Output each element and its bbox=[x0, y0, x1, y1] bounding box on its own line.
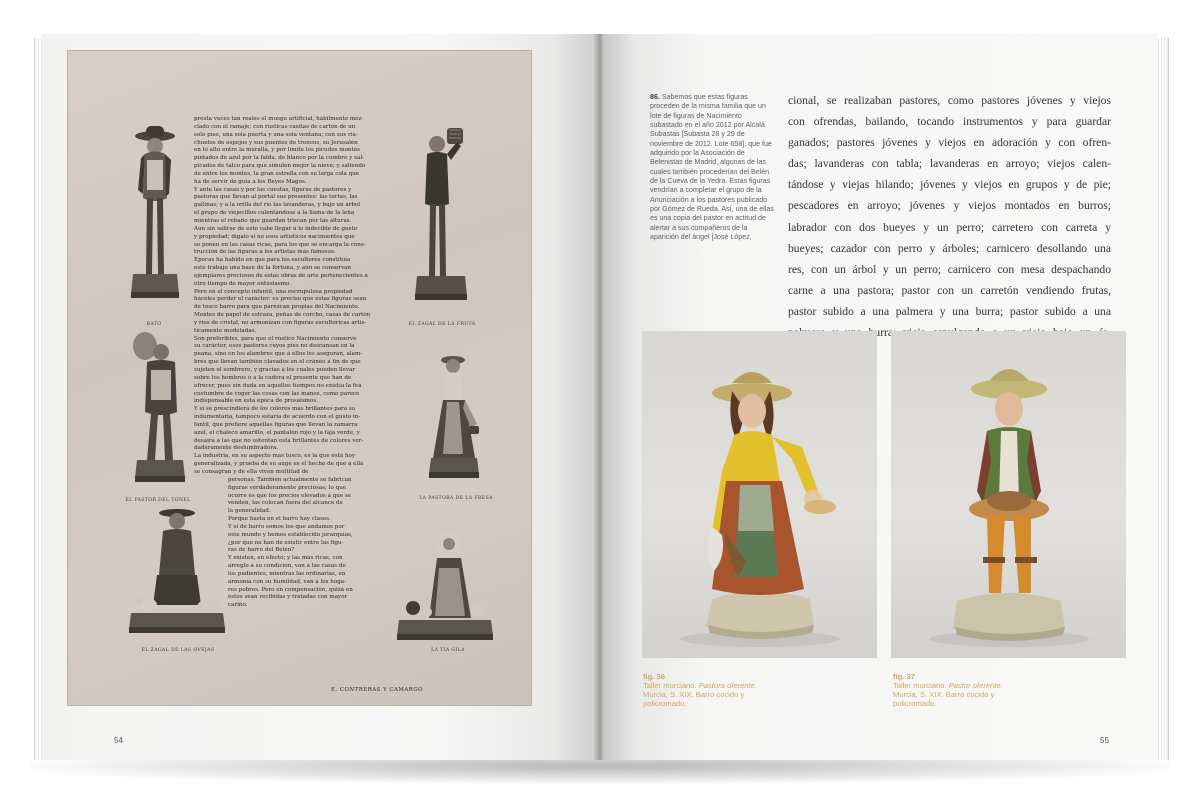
article-line: los pudientes, mientras las ordinarias, en bbox=[228, 570, 346, 577]
footnote-number: 86. bbox=[650, 93, 660, 101]
body-line: burra; bbox=[868, 326, 897, 340]
article-line: trucción de las figuras á los artistas más famosos. bbox=[194, 249, 336, 256]
article-line: se ponen en las casas ricas, para los que se encarga la cons- bbox=[194, 241, 366, 248]
article-line: ha de servir de guía á los Reyes Magos. bbox=[194, 178, 307, 185]
figure-37-title-line bbox=[893, 681, 1043, 690]
article-line: y propiedad; dígalo si no esos artísticos nacimientos que bbox=[194, 233, 355, 240]
article-line: presta veces tan reales el musgo artificial, hábilmente mez- bbox=[194, 116, 364, 122]
figure-36-detail-line: Murcia, S. XIX. Barro cocido y bbox=[643, 690, 745, 700]
figure-caption: LA TÍA GILA bbox=[431, 648, 465, 653]
body-line: tándose y viejas hilando; jóvenes y viejos en grupos y de pie; bbox=[788, 178, 1111, 192]
photo-pastor-oferente bbox=[891, 331, 1126, 658]
figure-caption: EL ZAGAL DE LA FRUTA bbox=[408, 322, 476, 327]
figure-37-detail-line: policromado. bbox=[893, 699, 937, 709]
body-line: das; lavanderas con tabla; lavanderas en arroyo; viejos calen- bbox=[788, 157, 1111, 171]
article-signature: E. CONTRERAS Y CAMARGO bbox=[331, 687, 424, 693]
article-line: ofrecer, pues sin duda en aquellos tiempos no existía la fea bbox=[194, 382, 362, 389]
figure-37-caption bbox=[893, 672, 1043, 708]
article-line: La industria, en su aspecto más tosco, es la que está hoy bbox=[194, 453, 356, 460]
article-line: venden, las colocan fuera del alcance de bbox=[228, 500, 343, 507]
article-line: indispensable en esta época de prosaísmos. bbox=[194, 398, 319, 405]
article-line: ¿por qué no han de existir entre las figu- bbox=[228, 539, 344, 546]
figure-caption: BATO bbox=[146, 322, 162, 327]
article-line: en lo alto entre la muralla, y por límite los picudos montes bbox=[194, 147, 360, 154]
page-number-right: 55 bbox=[1100, 736, 1109, 745]
article-line: Aun sin salirse de esto cabe llegar á lo indecible de gusto bbox=[194, 225, 358, 232]
figure-37-workshop: Taller murciano. bbox=[893, 681, 949, 691]
article-line: Y existen, en efecto; y las más ricas, con bbox=[228, 555, 343, 562]
article-line: Épocas ha habido en que para los escultores constituía bbox=[194, 257, 351, 264]
body-line: res, con un árbol y un perro; carnicero con mesa despachando bbox=[788, 262, 1111, 276]
article-line: Porque hasta en el barro hay clases. bbox=[228, 516, 331, 523]
historic-article-text bbox=[194, 116, 483, 610]
figure-36-label: fig. 36 bbox=[643, 672, 665, 681]
article-line: armonía con su humildad, van á los hoga- bbox=[228, 578, 347, 585]
article-line: la generalidad. bbox=[228, 508, 271, 515]
body-line: labrador con dos bueyes y un perro; carretero con carreta y bbox=[788, 220, 1111, 234]
article-line: de tosco barro para que parezcan propias del Nacimiento. bbox=[194, 304, 360, 311]
figure-36-title-line bbox=[643, 681, 793, 690]
article-line: chuelos de espejos y sus puentes de troncos, su Jerusalén bbox=[194, 139, 358, 146]
article-line: sujeten el sombrero, y gracias á los cuales pueden llevar bbox=[194, 367, 356, 373]
figure-caption: EL PASTOR DEL TONEL bbox=[125, 498, 191, 503]
article-line: de entre los montes, la gran estrella con su larga cola que bbox=[194, 170, 360, 177]
article-line: ticamente modeladas. bbox=[194, 327, 257, 334]
body-line: pastor subido a una palmera y una burra; pastor subido a una bbox=[788, 304, 1111, 318]
article-line: se consagran y de ella viven multitud de bbox=[194, 468, 309, 475]
article-line: háceles perder el carácter; es preciso que estas figuras sean bbox=[194, 296, 367, 303]
figure-37-detail-line: Murcia, S. XIX. Barro cocido y bbox=[893, 690, 995, 700]
article-line: cariño. bbox=[228, 602, 248, 609]
body-line: cional, se realizaban pastores, como pastores jóvenes y viejos bbox=[788, 94, 1111, 107]
article-line: Y si de barro somos los que andamos por bbox=[228, 523, 345, 530]
figure-36-workshop: Taller murciano. bbox=[643, 681, 699, 691]
article-line: Son preferibles, para que el rústico Nacimiento conserve bbox=[194, 335, 357, 342]
article-line: Y ante las casas y por las cuestas, figuras de pastores y bbox=[194, 186, 352, 193]
article-line: ras de barro del Belén? bbox=[228, 547, 295, 554]
article-line: gallinas; y á la orilla del río las lavanderas, y bajo un árbol bbox=[194, 202, 361, 209]
figure-37-title: Pastor oferente. bbox=[948, 681, 1003, 691]
article-line: generalizada, y prueba de su auge es el hecho de que á ella bbox=[194, 461, 364, 468]
article-line: costumbre de coger las cosas con las manos, como parece bbox=[194, 390, 360, 397]
article-line: mientras el rebaño que guardan triscan por las alturas. bbox=[194, 217, 352, 224]
body-line: carne a una pastora; pastor con un carretón vendiendo frutas, bbox=[788, 283, 1111, 297]
article-line: indumentaria, tampoco estaría de acuerdo con el gusto in- bbox=[194, 414, 361, 421]
article-line: picados de talco para que simulen mejor la nieve; y saliendo bbox=[194, 163, 366, 170]
figure-caption: EL ZAGAL DE LAS OVEJAS bbox=[141, 648, 215, 653]
article-line: pastoras que llevan al portal sus presentes: las tortas, las bbox=[194, 194, 358, 201]
body-line: bueyes; cazador con perro y árboles; carnicero desollando una bbox=[788, 241, 1111, 255]
article-line: daderamente deslumbradora. bbox=[194, 445, 279, 452]
article-line: pintados de azul por la falda, de blanco por la cumbre y sal- bbox=[194, 155, 365, 162]
article-line: personas. También actualmente se fabrican bbox=[228, 476, 352, 483]
article-line: azul, el chaleco amarillo, el pantalón rojo y la faja verde, y bbox=[194, 429, 360, 436]
article-line: y ríos de cristal, no armonizan con figuras escultóricas artís- bbox=[194, 319, 367, 326]
body-line: ganados; pastores jóvenes y viejos en adoración y con ofren- bbox=[788, 136, 1111, 150]
body-line: con ofrendas, bailando, tocando instrumentos y para guardar bbox=[788, 115, 1111, 129]
figure-caption: LA PASTORA DE LA FRESA bbox=[419, 496, 493, 501]
figure-pastor-tonel-image bbox=[125, 332, 191, 492]
figure-37-label: fig. 37 bbox=[893, 672, 915, 681]
figure-36-caption bbox=[643, 672, 793, 708]
figure-bato-image bbox=[129, 124, 181, 314]
article-line: este trabajo una base de la fortuna, y aún se conservan bbox=[194, 265, 352, 272]
historic-magazine-scan bbox=[67, 50, 532, 706]
article-line: res pobres. Pero en compensación, quizá en bbox=[228, 586, 353, 593]
article-line: fantil, que prefiere aquellas figuras que llevan la zamarra bbox=[194, 421, 358, 428]
article-line: Y si se prescindiera de los colores más brillantes para su bbox=[194, 406, 356, 413]
body-line: pescadores en arroyo; jóvenes y viejos montados en burros; bbox=[788, 199, 1111, 213]
article-line: ejemplares preciosos de estas obras de arte pertenecientes á bbox=[194, 272, 368, 279]
figure-36-title: Pastora oferente. bbox=[698, 681, 757, 691]
article-line: peana, sino en los alambres que á ellos les aseguran, alam- bbox=[194, 351, 363, 358]
article-line: sobre los hombros ó á la cadera el presente que han de bbox=[194, 374, 352, 381]
article-line: Pero en el concepto infantil, una escrupulosa propiedad bbox=[194, 288, 353, 295]
article-line: otro tiempo de mayor entusiasmo. bbox=[194, 280, 292, 287]
article-line: Montes de papel de estraza, peñas de corcho, casas de cartón bbox=[194, 312, 371, 319]
body-text bbox=[788, 90, 1111, 343]
article-line: su carácter, esos pastores cuyos pies no descansan en la bbox=[194, 343, 355, 350]
article-line: este mundo y hemos establecido jerarquías, bbox=[228, 531, 353, 538]
page-number-left: 54 bbox=[114, 736, 123, 745]
article-line: arreglo á su condición, van á las casas de bbox=[228, 563, 346, 570]
article-line: ocurre es que los precios elevados á que se bbox=[228, 492, 352, 499]
footnote bbox=[650, 93, 775, 243]
article-line: el grupo de viejecillos calentándose á la llama de la leña bbox=[194, 210, 355, 217]
article-line: desaira á las que no ostentan esta brillantes de colores ver- bbox=[194, 437, 364, 444]
article-line: bres que llevan también clavados en el cráneo á fin de que bbox=[194, 359, 361, 366]
article-line: éstos sean recibidas y tratadas con mayor bbox=[228, 594, 348, 601]
figure-36-detail-line: policromado. bbox=[643, 699, 687, 709]
article-line: clado con el ramaje; con rústicas casitas de cartón de un bbox=[194, 123, 356, 130]
article-line: figuras verdaderamente preciosas; lo que bbox=[228, 484, 347, 491]
article-line: solo piso, una sola puerta y una sola ventana; con sus ria- bbox=[194, 131, 358, 138]
footnote-text: Sabemos que estas figuras proceden de la misma familia que un lote de figuras de Nacimiento subastado en el año 2012 por Alcalá Subastas [Subasta 28 y 29 de noviembre de 2012. Lote 658], que fue adquirido por la Asociación de Belenistas de Madrid, algunas de las cuales también procederían del Belén de la Cueva de la Yedra. Estas figuras vendrían a completar el grupo de la Anunciación a los pastores publicado por Gómez de Rueda. Así, una de ellas es una copia del pastor en actitud de alertar a sus compañeros de la aparición del ángel [José López, bbox=[650, 93, 774, 242]
photo-pastora-oferente bbox=[642, 331, 877, 658]
